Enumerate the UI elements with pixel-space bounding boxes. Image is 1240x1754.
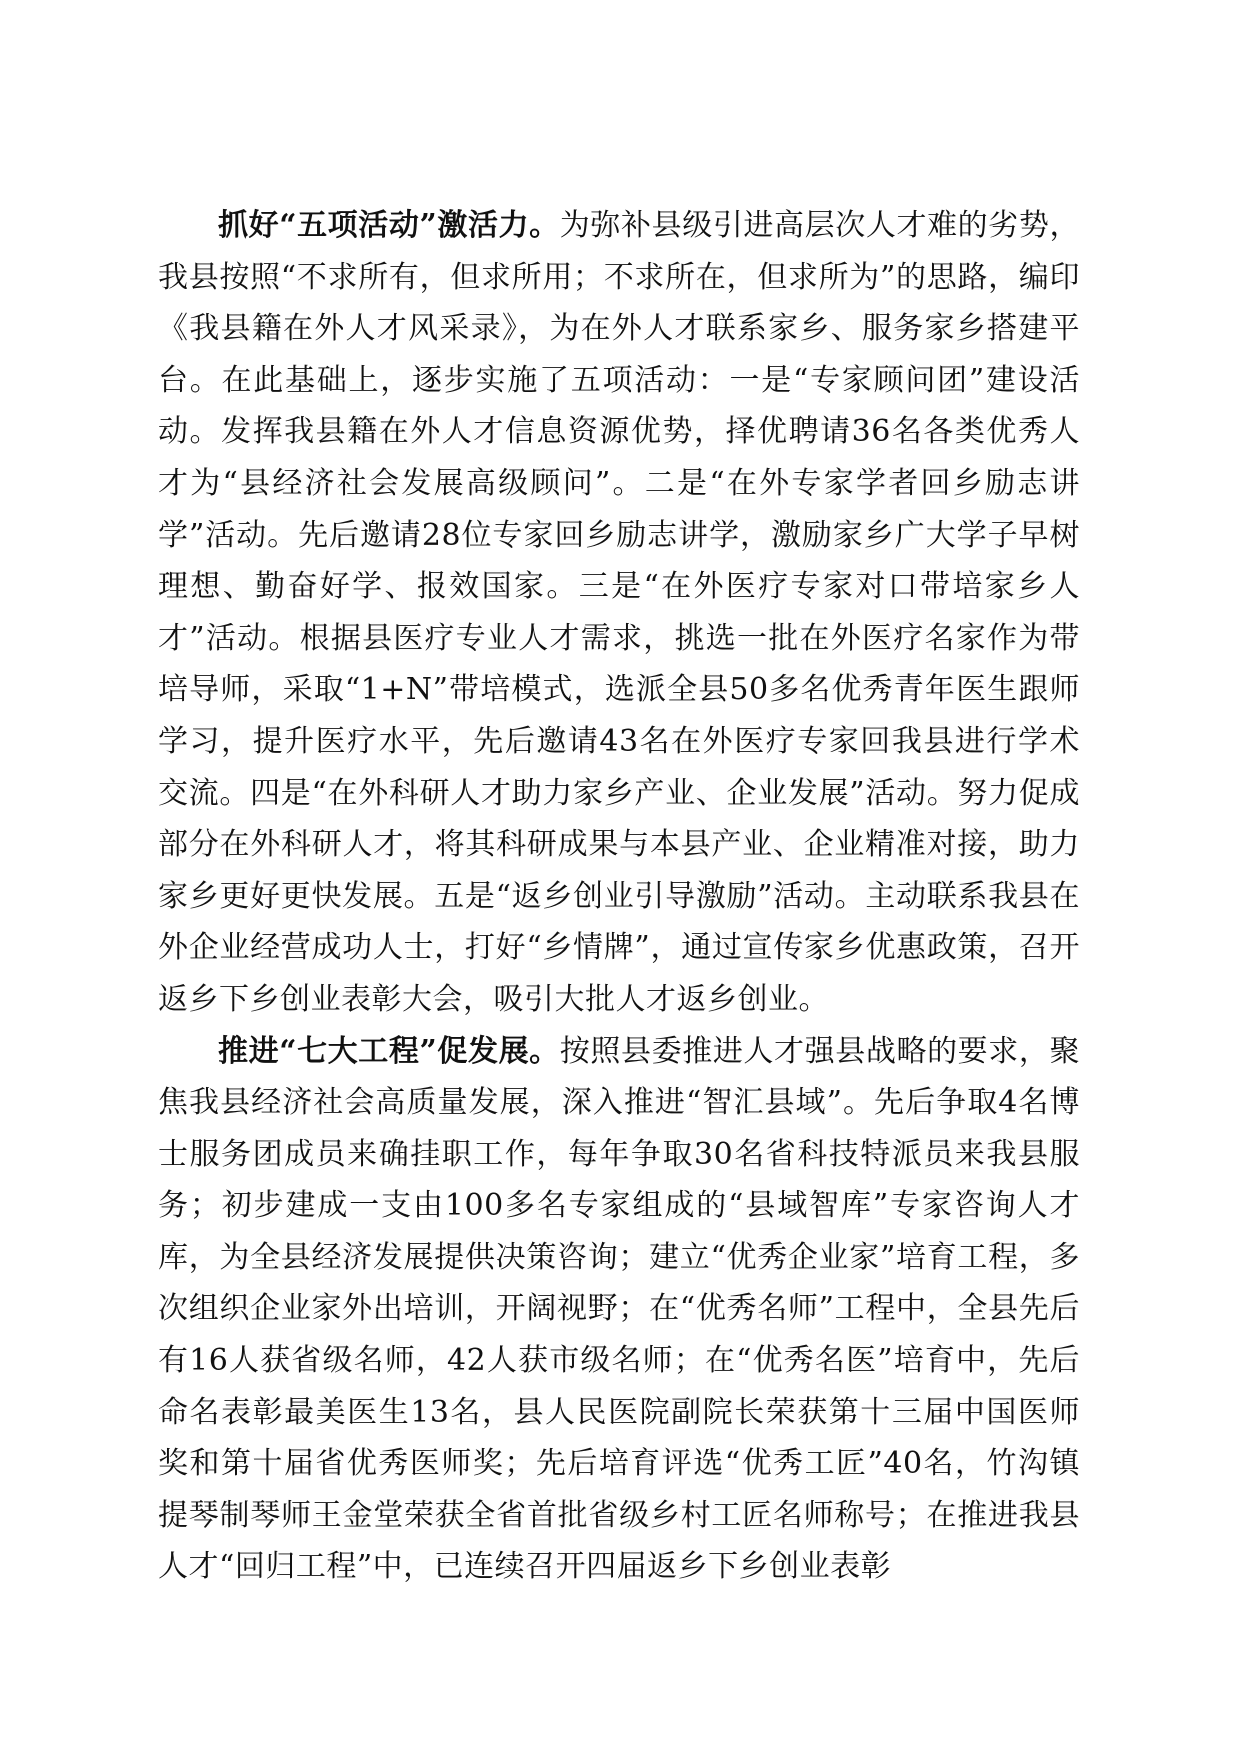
document-page (158, 200, 1080, 1593)
paragraph-body: 按照县委推进人才强县战略的要求，聚焦我县经济社会高质量发展，深入推进“智汇县域”。先后争取4名博士服务团成员来确挂职工作，每年争取30名省科技特派员来我县服务；初步建成一支由100多名专家组成的“县域智库”专家咨询人才库，为全县经济发展提供决策咨询；建立“优秀企业家”培育工程，多次组织企业家外出培训，开阔视野；在“优秀名师”工程中，全县先后有16人获省级名师，42人获市级名师；在“优秀名医”培育中，先后命名表彰最美医生13名，县人民医院副院长荣获第十三届中国医师奖和第十届省优秀医师奖；先后培育评选“优秀工匠”40名，竹沟镇提琴制琴师王金堂荣获全省首批省级乡村工匠名师称号；在推进我县人才“回归工程”中，已连续召开四届返乡下乡创业表彰 (158, 1033, 1081, 1585)
paragraph-heading: 抓好“五项活动”激活力。 (218, 208, 560, 243)
paragraph-body: 为弥补县级引进高层次人才难的劣势，我县按照“不求所有，但求所用；不求所在，但求所为”的思路，编印《我县籍在外人才风采录》，为在外人才联系家乡、服务家乡搭建平台。在此基础上，逐步实施了五项活动：一是“专家顾问团”建设活动。发挥我县籍在外人才信息资源优势，择优聘请36名各类优秀人才为“县经济社会发展高级顾问”。二是“在外专家学者回乡励志讲学”活动。先后邀请28位专家回乡励志讲学，激励家乡广大学子早树理想、勤奋好学、报效国家。三是“在外医疗专家对口带培家乡人才”活动。根据县医疗专业人才需求，挑选一批在外医疗名家作为带培导师，采取“1+N”带培模式，选派全县50多名优秀青年医生跟师学习，提升医疗水平，先后邀请43名在外医疗专家回我县进行学术交流。四是“在外科研人才助力家乡产业、企业发展”活动。努力促成部分在外科研人才，将其科研成果与本县产业、企业精准对接，助力家乡更好更快发展。五是“返乡创业引导激励”活动。主动联系我县在外企业经营成功人士，打好“乡情牌”，通过宣传家乡优惠政策，召开返乡下乡创业表彰大会，吸引大批人才返乡创业。 (158, 208, 1081, 1017)
paragraph-five-activities (158, 200, 1080, 1026)
paragraph-seven-projects (158, 1026, 1080, 1594)
paragraph-heading: 推进“七大工程”促发展。 (218, 1033, 560, 1069)
